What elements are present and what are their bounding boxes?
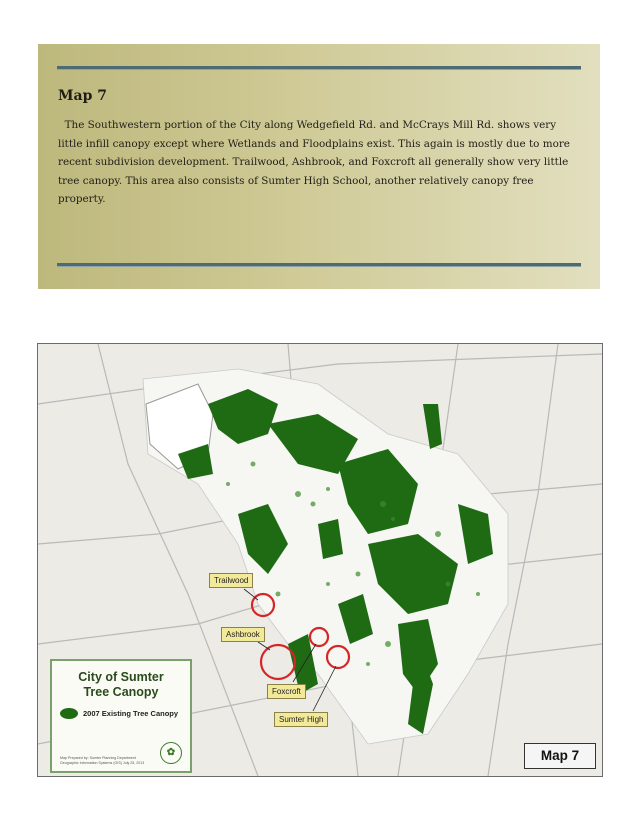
paragraph-line: recent subdivision development. Trailwood, Ashbrook, and Foxcroft all generally show very little bbox=[58, 156, 569, 169]
paragraph-line: tree canopy. This area also consists of Sumter High School, another relatively canopy free bbox=[58, 174, 534, 187]
map-legend bbox=[50, 659, 192, 773]
callout-foxcroft: Foxcroft bbox=[267, 684, 306, 699]
callout-ashbrook: Ashbrook bbox=[221, 627, 265, 642]
legend-item-label: 2007 Existing Tree Canopy bbox=[83, 709, 179, 718]
paragraph-line: little infill canopy except where Wetlands and Floodplains exist. This again is mostly due to more bbox=[58, 137, 570, 150]
section-title: Map 7 bbox=[58, 88, 107, 104]
map-number-label: Map 7 bbox=[524, 743, 596, 769]
tree-canopy-map bbox=[37, 343, 603, 777]
callout-sumter-high: Sumter High bbox=[274, 712, 328, 727]
legend-title-line: Tree Canopy bbox=[83, 685, 159, 699]
legend-item bbox=[60, 708, 190, 719]
legend-title-line: City of Sumter bbox=[78, 670, 164, 684]
section-paragraph bbox=[58, 116, 582, 209]
city-seal-icon: ✿ bbox=[160, 742, 182, 764]
legend-title bbox=[52, 670, 190, 700]
callout-trailwood: Trailwood bbox=[209, 573, 253, 588]
text-panel bbox=[38, 44, 600, 289]
paragraph-line: property. bbox=[58, 193, 106, 206]
bottom-divider bbox=[57, 263, 581, 267]
top-divider bbox=[57, 66, 581, 70]
canopy-swatch-icon bbox=[60, 708, 78, 719]
paragraph-line: The Southwestern portion of the City along Wedgefield Rd. and McCrays Mill Rd. shows very bbox=[58, 119, 557, 131]
map-credit: Map Prepared by: Sumter Planning Department Geographic Information Systems (GIS) July 25, 2013 bbox=[60, 756, 145, 765]
